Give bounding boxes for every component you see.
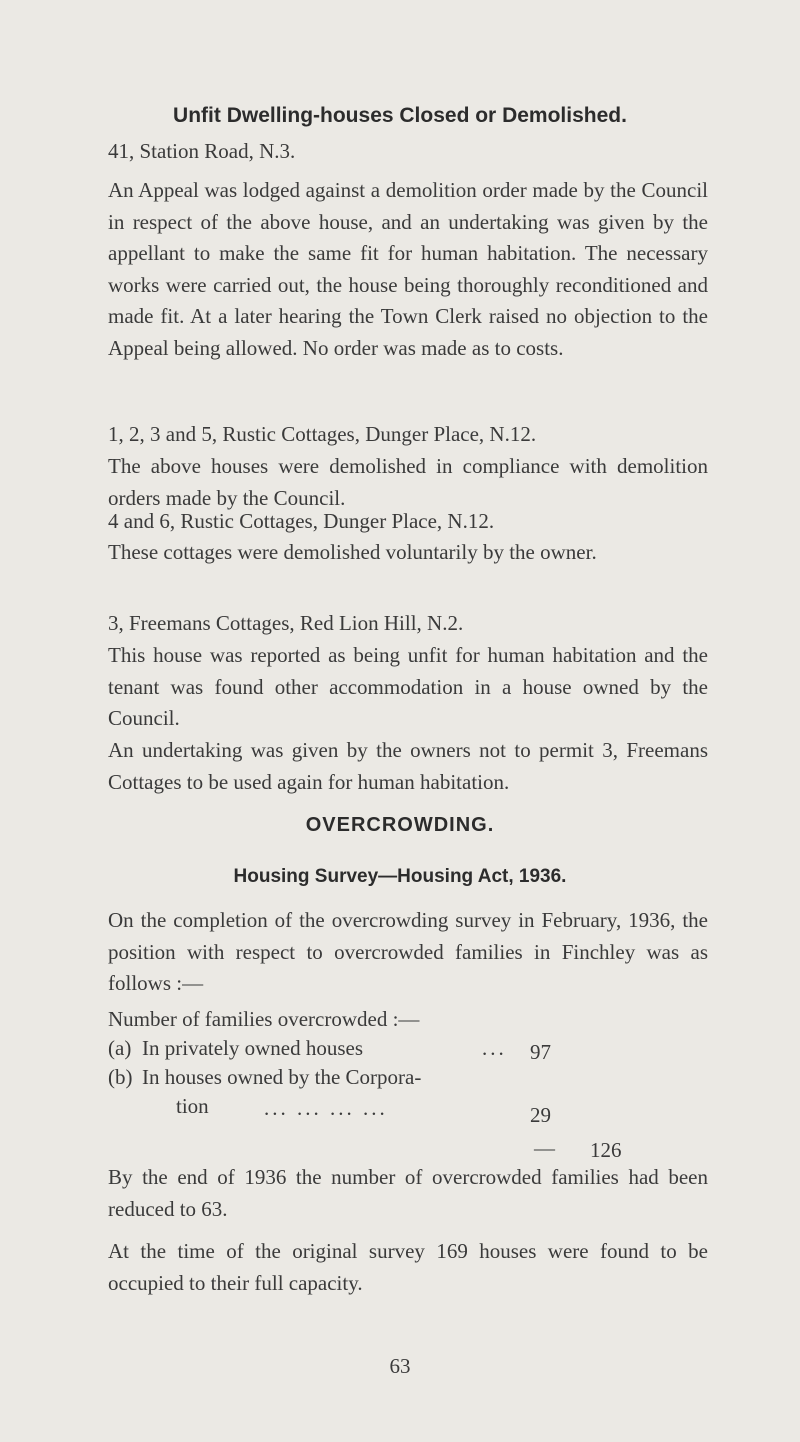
list-item-a-text: In privately owned houses: [142, 1036, 364, 1060]
list-item-b-value: 29: [530, 1103, 551, 1127]
total-dash: —: [534, 1136, 555, 1160]
paragraph-survey-intro: On the completion of the overcrowding survey in February, 1936, the position with respect to overcrowded families in Finchley was as follows :—: [108, 908, 708, 995]
list-item-b-text-1: In houses owned by the Corpora-: [142, 1065, 422, 1089]
list-item-b-text-2: tion: [176, 1094, 209, 1118]
section-title-rustic-cottages-1: 1, 2, 3 and 5, Rustic Cottages, Dunger Place, N.12.: [108, 422, 537, 446]
paragraph-reduced: By the end of 1936 the number of overcrowded families had been reduced to 63.: [108, 1165, 708, 1221]
list-heading-overcrowded: Number of families overcrowded :—: [108, 1007, 420, 1031]
paragraph-demolished-orders: The above houses were demolished in compliance with demolition orders made by the Council.: [108, 454, 708, 510]
heading-unfit-dwellings: Unfit Dwelling-houses Closed or Demolished.: [173, 104, 627, 127]
section-title-freemans-cottages: 3, Freemans Cottages, Red Lion Hill, N.2.: [108, 611, 464, 635]
paragraph-reported-unfit: This house was reported as being unfit for human habitation and the tenant was found other accommodation in a house owned by the Council.: [108, 643, 708, 730]
heading-overcrowding: OVERCROWDING.: [305, 814, 495, 836]
section-title-station-road: 41, Station Road, N.3.: [108, 139, 296, 163]
heading-housing-survey: Housing Survey—Housing Act, 1936.: [233, 866, 567, 887]
list-label-a: (a): [108, 1036, 132, 1060]
section-title-rustic-cottages-2: 4 and 6, Rustic Cottages, Dunger Place, N.12.: [108, 509, 495, 533]
paragraph-undertaking: An undertaking was given by the owners not to permit 3, Freemans Cottages to be used again for human habitation.: [108, 738, 708, 794]
list-label-b: (b): [108, 1065, 133, 1089]
paragraph-capacity: At the time of the original survey 169 houses were found to be occupied to their full capacity.: [108, 1239, 708, 1295]
total-value: 126: [590, 1138, 622, 1162]
list-item-b-dots: ... ... ... ...: [264, 1096, 388, 1120]
paragraph-demolished-voluntarily: These cottages were demolished voluntarily by the owner.: [108, 540, 597, 564]
page-number: 63: [389, 1354, 411, 1378]
list-item-a-value: 97: [530, 1040, 551, 1064]
paragraph-appeal: An Appeal was lodged against a demolition order made by the Council in respect of the above house, and an undertaking was given by the appellant to make the same fit for human habitation. The necessary works were carried out, the house being thoroughly reconditioned and made fit. At a later hearing the Town Clerk raised no objection to the Appeal being allowed. No order was made as to costs.: [108, 178, 708, 360]
list-item-a-dots: ...: [482, 1036, 507, 1060]
